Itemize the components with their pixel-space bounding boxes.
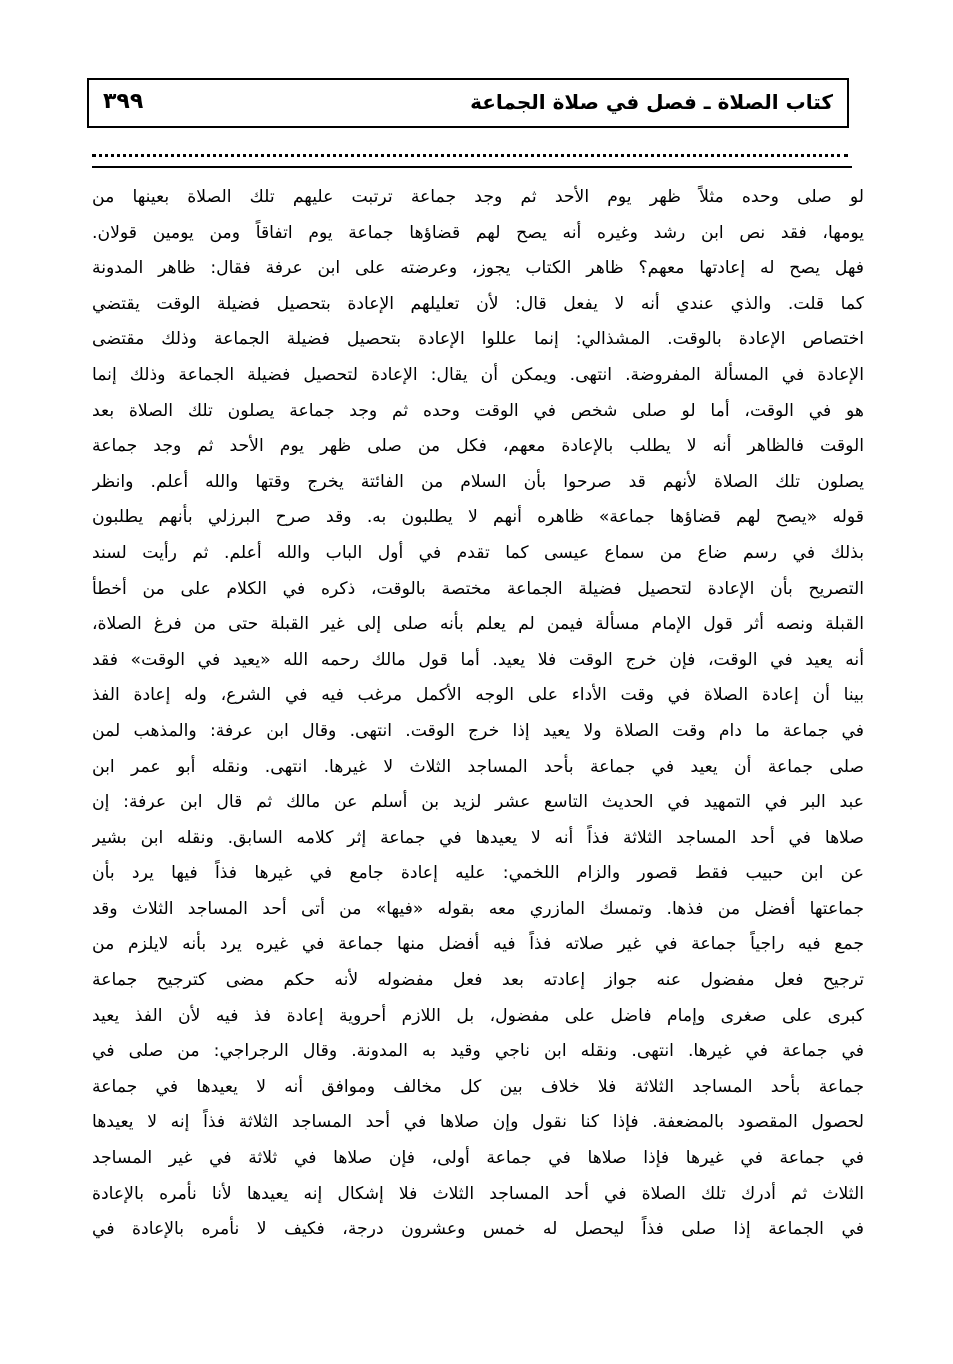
text-line: الثلاث ثم أدرك تلك الصلاة في أحد المساجد الثلاث فلا إشكال إنه يعيدها لأنا نأمره بالإعادة — [92, 1183, 864, 1204]
text-line: الوقت فالظاهر أنه لا يطلب بالإعادة معهم، فكل من صلى ظهر يوم الأحد ثم وجد جماعة — [92, 436, 864, 457]
text-line: يصلون تلك الصلاة لأنهم قد صرحوا بأن السلام من الفائتة يخرج وقتها والله أعلم. وانظر — [92, 471, 864, 492]
dotted-separator — [92, 140, 848, 157]
text-line: قوله «يصح لهم قضاؤها جماعة» ظاهره أنهم لا يطلبون به. وقد صرح البرزلي بأنهم يطلبون — [92, 507, 864, 528]
text-line: ترجيح فعل مفضول عنه جواز إعادته بعد فعل مفضوله لأنه حكم مضى كترجيح جماعة — [92, 970, 864, 991]
text-line: في جماعة في غيرها فإذا صلاها في جماعة أولى، فإن صلاها في ثلاثة في غير المساجد — [92, 1148, 864, 1169]
text-line: هو في الوقت، أما لو صلى شخص في الوقت وحده ثم وجد جماعة يصلون تلك الصلاة بعد — [92, 400, 864, 421]
text-line: صلى جماعة أن يعيد في جماعة بأحد المساجد الثلاث لا غيرها. انتهى. ونقله أبو عمر ابن — [92, 756, 864, 777]
running-title: كتاب الصلاة ـ فصل في صلاة الجماعة — [470, 90, 833, 114]
text-line: اختصاص الإعادة بالوقت. المشذالي: إنما عللوا الإعادة بتحصيل فضيلة الجماعة وذلك مقتضى — [92, 329, 864, 350]
text-line: عن ابن حبيب فقط قصور والزام اللخمي: عليه إعادة جامع في غيرها فذاً فيها يرد بأن — [92, 863, 864, 884]
text-line: جمع فيه راجياً جماعة في غير صلاته فذاً فيه أفضل منها جماعة في غيره يرد بأنه لايلزم من — [92, 934, 864, 955]
text-line: في جماعة في غيرها. انتهى. ونقله ابن ناجي وقيد به المدونة. وقال الرجراجي: من صلى في — [92, 1041, 864, 1062]
text-line: التصريح بأن الإعادة لتحصيل فضيلة الجماعة مختصة بالوقت، ذكره في الكلام على من أخطأ — [92, 578, 864, 599]
page-number: ٣٩٩ — [103, 89, 144, 114]
text-line: صلاها في أحد المساجد الثلاثة فذاً أنه لا يعيدها في جماعة إثر كلامه السابق. ونقله ابن بشير — [92, 827, 864, 848]
text-line: بذلك في رسم ضاع من سماع عيسى كما تقدم في أول الباب والله أعلم. ثم رأيت لسند — [92, 542, 864, 563]
text-line: لحصول المقصود بالمضعفة. فإذا كنا نقول وإن صلاها في أحد المساجد الثلاثة فذاً إنه لا يعيدها — [92, 1112, 864, 1133]
text-line: بينا أن إعادة الصلاة في وقت الأداء على الوجه الأكمل مرغب فيه في الشرع، وله إعادة الفذ — [92, 685, 864, 706]
text-line: جماعة بأحد المساجد الثلاثة فلا خلاف بين كل مخالف وموافق أنه لا يعيدها في جماعة — [92, 1076, 864, 1097]
text-line: عبد البر في التمهيد في الحديث التاسع عشر لزيد بن أسلم عن مالك ثم قال ابن عرفة: إن — [92, 792, 864, 813]
horizontal-rule — [92, 166, 852, 168]
text-line: يومها، فقد نص ابن رشد وغيره أنه يصح لهم قضاؤها جماعة يوم اتفاقاً ومن يومين قولان. — [92, 222, 864, 243]
text-line: كما قلت. والذي عندي أنه لا يفعل قال: لأن تعليلهم الإعادة بتحصيل فضيلة الوقت يقتضي — [92, 293, 864, 314]
text-line: القبلة ونصه أثر قول الإمام مسألة فيمن لم يعلم بأنه صلى إلى غير القبلة حتى من فرغ الصلاة، — [92, 614, 864, 635]
text-line: جماعتها أفضل من فذها. وتمسك المازري معه بقوله «فيها» من أتى أحد المساجد الثلاث وقد — [92, 898, 864, 919]
text-line: فهل يصح له إعادتها معهم؟ ظاهر الكتاب يجوز، وعرضته على ابن عرفة فقال: ظاهر المدونة — [92, 258, 864, 279]
body-text — [92, 180, 864, 1248]
text-line: كبرى على صغرى وإمام فاضل على مفضول، بل اللازم أحروية إعادة فذ فيه لأن الفذ يعيد — [92, 1005, 864, 1026]
text-line: في جماعة ما دام وقت الصلاة ولا يعيد إذا خرج الوقت. انتهى. وقال ابن عرفة: والمذهب لمن — [92, 720, 864, 741]
text-line: في الجماعة إذا صلى فذاً ليحصل له خمس وعشرون درجة، فكيف لا نأمره بالإعادة في — [92, 1219, 864, 1240]
page-header — [87, 78, 849, 128]
text-line: أنه يعيد في الوقت، فإن خرج الوقت فلا يعيد. أما قول مالك رحمه الله «يعيد في الوقت» فقد — [92, 649, 864, 670]
text-line: الإعادة في المسألة المفروضة. انتهى. ويمكن أن يقال: الإعادة لتحصيل فضيلة الجماعة وذلك إنما — [92, 364, 864, 385]
text-line: لو صلى وحده مثلاً ظهر يوم الأحد ثم وجد جماعة ترتبت عليهم تلك الصلاة بعينها من — [92, 187, 864, 207]
